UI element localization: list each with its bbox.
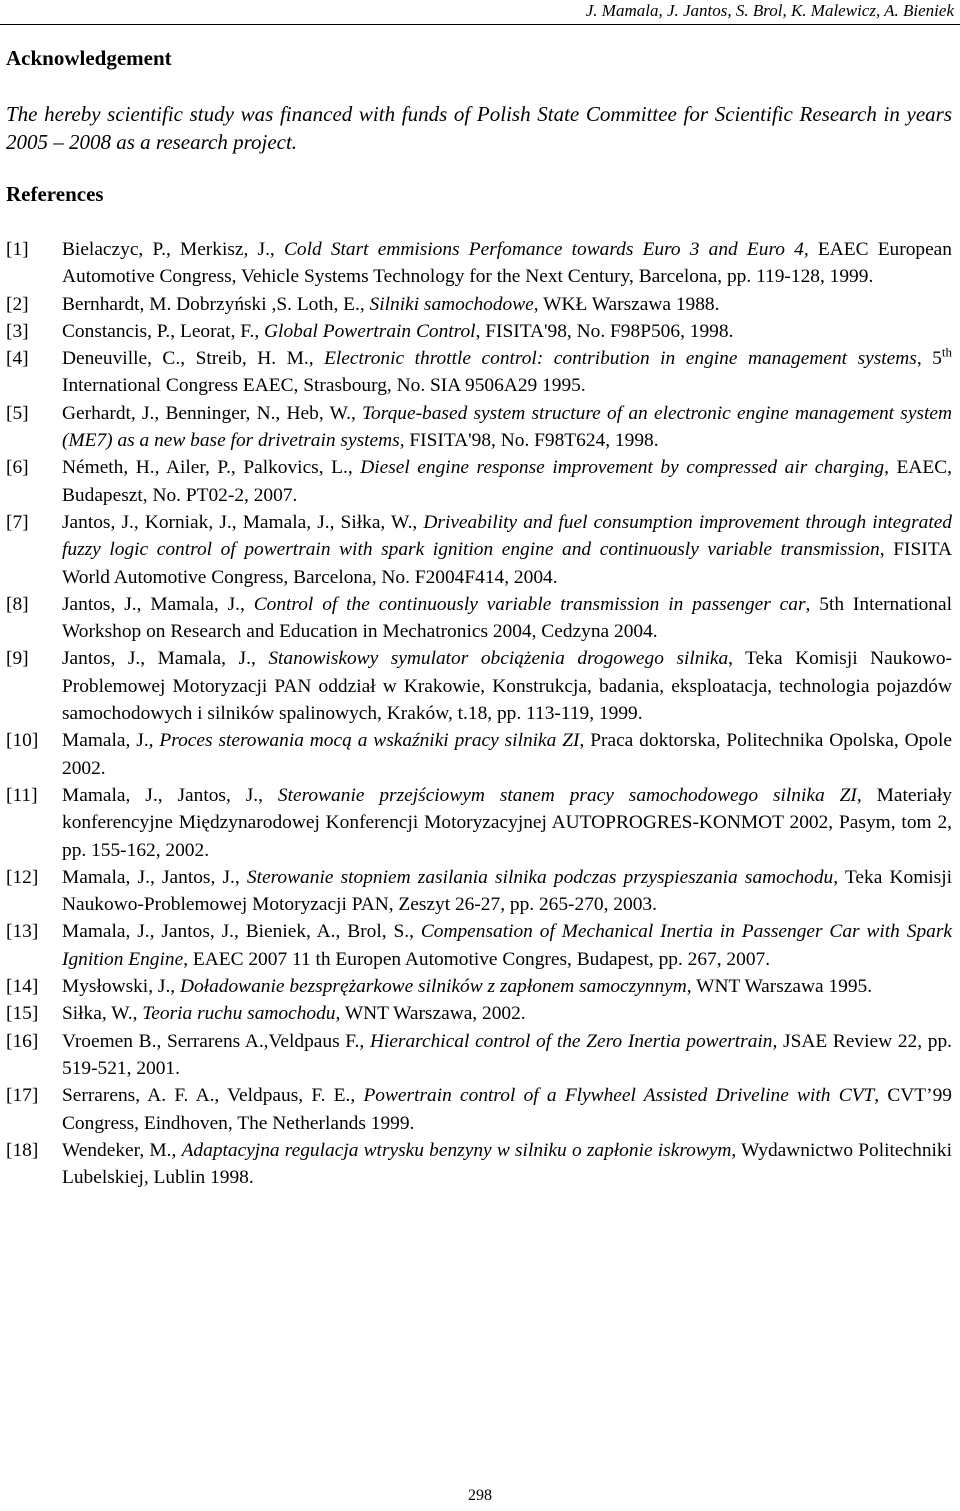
reference-item: [6, 782, 952, 864]
reference-authors: Bernhardt, M. Dobrzyński ,S. Loth, E.,: [62, 293, 370, 315]
reference-details: EAEC European Automotive Congress, Vehicle Systems Technology for the Next Century, Barcelona, pp. 119-128, 1999.: [62, 239, 952, 288]
reference-authors: Siłka, W.,: [62, 1003, 143, 1025]
reference-title: Electronic throttle control: contribution in engine management systems: [324, 348, 917, 370]
reference-details: , Wydawnictwo Politechniki Lubelskiej, Lublin 1998.: [62, 1139, 952, 1189]
reference-details: , Teka Komisji Naukowo-Problemowej Motoryzacji PAN oddział w Krakowie, Konstrukcja, badania, eksploatacja, technologia pojazdów samochodowych i silników spalinowych, Kraków, t.18, pp. 113-119, 1999.: [62, 648, 952, 725]
superscript: th: [941, 344, 952, 360]
reference-item: [6, 864, 952, 919]
reference-item: [6, 645, 952, 727]
acknowledgement-text: The hereby scientific study was financed with funds of Polish State Committee for Scientific Research in years 2005 – 2008 as a research project.: [6, 102, 952, 154]
reference-authors: Jantos, J., Mamala, J.,: [62, 593, 254, 615]
reference-item: [6, 973, 952, 1000]
reference-number: [15]: [6, 1003, 39, 1025]
reference-title: Doładowanie bezsprężarkowe silników z zapłonem samoczynnym: [179, 976, 687, 998]
reference-item: [6, 400, 952, 455]
reference-item: [6, 236, 952, 291]
reference-number: [7]: [6, 511, 29, 533]
reference-item: [6, 1082, 952, 1137]
reference-title: Proces sterowania mocą a wskaźniki pracy silnika ZI: [159, 730, 580, 752]
reference-list: [6, 236, 952, 1191]
reference-details: , FISITA'98, No. F98T624, 1998.: [399, 430, 659, 452]
reference-authors: Vroemen B., Serrarens A.,Veldpaus F.,: [62, 1030, 370, 1052]
reference-title: Adaptacyjna regulacja wtrysku benzyny w silniku o zapłonie iskrowym: [181, 1139, 732, 1161]
reference-authors: Mamala, J., Jantos, J.,: [62, 784, 278, 806]
reference-title: Powertrain control of a Flywheel Assisted Driveline with CVT: [363, 1085, 875, 1107]
running-head: J. Mamala, J. Jantos, S. Brol, K. Malewicz, A. Bieniek: [0, 0, 960, 25]
reference-details: , Praca doktorska, Politechnika Opolska, Opole 2002.: [62, 730, 952, 779]
reference-details: , FISITA'98, No. F98P506, 1998.: [475, 320, 734, 342]
reference-authors: Mysłowski, J.,: [62, 976, 180, 998]
reference-details: , 5th International Workshop on Research and Education in Mechatronics 2004, Cedzyna 2004.: [62, 593, 952, 643]
reference-authors: Bielaczyc, P., Merkisz, J.,: [62, 239, 284, 260]
acknowledgement-heading: Acknowledgement: [6, 46, 172, 70]
reference-authors: Constancis, P., Leorat, F.,: [62, 320, 265, 342]
reference-details: , EAEC, Budapeszt, No. PT02-2, 2007.: [62, 457, 952, 506]
reference-number: [18]: [6, 1139, 39, 1161]
reference-title: Diesel engine response improvement by compressed air charging: [360, 457, 885, 479]
reference-number: [4]: [6, 348, 29, 370]
reference-number: [1]: [6, 239, 29, 260]
reference-details: , 5: [916, 348, 942, 370]
reference-title: Control of the continuously variable transmission in passenger car: [253, 593, 806, 615]
reference-number: [10]: [6, 730, 39, 752]
reference-title: Driveability and fuel consumption improvement through integrated fuzzy logic control of powertrain with spark ignition engine and continuously variable transmission: [62, 511, 953, 561]
reference-number: [12]: [6, 866, 39, 888]
references-heading: References: [6, 182, 104, 206]
reference-number: [2]: [6, 293, 29, 315]
reference-authors: Németh, H., Ailer, P., Palkovics, L.,: [62, 457, 361, 479]
reference-item: [6, 727, 952, 782]
reference-number: [3]: [6, 320, 29, 342]
reference-item: [6, 1000, 952, 1027]
reference-number: [9]: [6, 648, 29, 670]
reference-title: Silniki samochodowe: [369, 293, 534, 315]
reference-authors: Jantos, J., Mamala, J.,: [62, 648, 269, 670]
reference-details: WNT Warszawa, 2002.: [340, 1003, 526, 1025]
reference-details-cont: International Congress EAEC, Strasbourg, No. SIA 9506A29 1995.: [62, 375, 586, 397]
reference-title: Sterowanie stopniem zasilania silnika podczas przyspieszania samochodu: [246, 866, 834, 888]
reference-authors: Mamala, J.,: [62, 730, 160, 752]
reference-title: Cold Start emmisions Perfomance towards Euro 3 and Euro 4,: [283, 239, 809, 260]
reference-details: , Teka Komisji Naukowo-Problemowej Motoryzacji PAN, Zeszyt 26-27, pp. 265-270, 2003.: [62, 866, 953, 916]
reference-number: [13]: [6, 921, 39, 943]
reference-number: [14]: [6, 976, 39, 998]
reference-details: Materiały konferencyjne Międzynarodowej Konferencji Motoryzacyjnej AUTOPROGRES-KONMOT 2002, Pasym, tom 2, pp. 155-162, 2002.: [62, 784, 953, 861]
reference-item: [6, 291, 952, 318]
reference-details: , WNT Warszawa 1995.: [686, 976, 873, 998]
reference-title: Teoria ruchu samochodu,: [142, 1003, 341, 1025]
reference-number: [16]: [6, 1030, 39, 1052]
reference-title: Compensation of Mechanical Inertia in Passenger Car with Spark Ignition Engine: [62, 921, 953, 970]
reference-authors: Mamala, J., Jantos, J.,: [62, 866, 247, 888]
reference-title: Stanowiskowy symulator obciążenia drogowego silnika: [268, 648, 729, 670]
reference-item: [6, 591, 952, 646]
reference-details: , CVT’99 Congress, Eindhoven, The Netherlands 1999.: [62, 1085, 953, 1134]
reference-details: , WKŁ Warszawa 1988.: [533, 293, 720, 315]
reference-title: Torque-based system structure of an electronic engine management system (ME7) as a new base for drivetrain systems: [62, 402, 952, 452]
reference-title: Sterowanie przejściowym stanem pracy samochodowego silnika ZI,: [277, 784, 862, 806]
reference-item: [6, 1137, 952, 1192]
reference-details: , EAEC 2007 11 th Europen Automotive Congres, Budapest, pp. 267, 2007.: [183, 948, 771, 970]
reference-details: , JSAE Review 22, pp. 519-521, 2001.: [62, 1030, 952, 1079]
reference-number: [5]: [6, 402, 29, 424]
reference-item: [6, 918, 952, 973]
reference-authors: Mamala, J., Jantos, J., Bieniek, A., Brol, S.,: [62, 921, 421, 943]
reference-authors: Deneuville, C., Streib, H. M.,: [62, 348, 325, 370]
reference-number: [8]: [6, 593, 29, 615]
reference-authors: Jantos, J., Korniak, J., Mamala, J., Siłka, W.,: [62, 511, 424, 533]
reference-authors: Serrarens, A. F. A., Veldpaus, F. E.,: [62, 1085, 364, 1107]
reference-item: [6, 318, 952, 345]
reference-number: [6]: [6, 457, 29, 479]
reference-number: [17]: [6, 1085, 39, 1107]
reference-number: [11]: [6, 784, 38, 806]
reference-authors: Gerhardt, J., Benninger, N., Heb, W.,: [62, 402, 363, 424]
reference-item: [6, 454, 952, 509]
reference-item: [6, 1028, 952, 1083]
reference-title: Global Powertrain Control: [264, 320, 476, 342]
reference-title: Hierarchical control of the Zero Inertia powertrain: [369, 1030, 773, 1052]
reference-item: [6, 509, 952, 591]
page-number: 298: [468, 1487, 492, 1504]
reference-item: [6, 345, 952, 400]
reference-details: , FISITA World Automotive Congress, Barcelona, No. F2004F414, 2004.: [62, 539, 952, 588]
reference-authors: Wendeker, M.,: [62, 1139, 182, 1161]
